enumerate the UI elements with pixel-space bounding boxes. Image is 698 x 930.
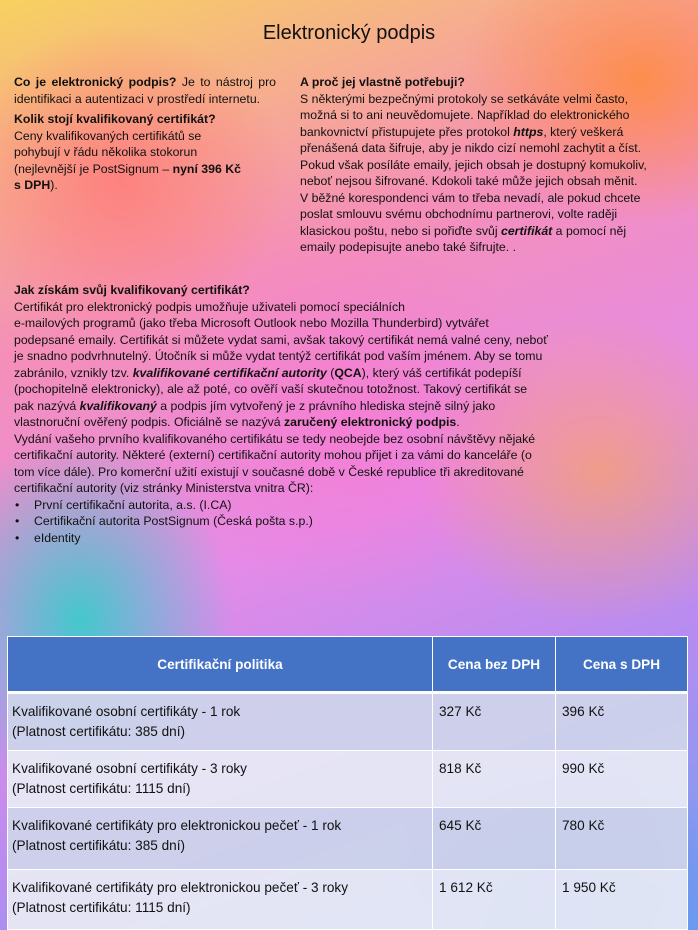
- how-line: [14, 398, 684, 415]
- why-text: a pomocí něj: [552, 223, 627, 238]
- net-price-cell: 327 Kč: [433, 693, 556, 751]
- how-text: pak nazývá: [14, 398, 80, 413]
- net-price-cell: 1 612 Kč: [433, 870, 556, 930]
- list-item: • Certifikační autorita PostSignum (Česká pošta s.p.): [14, 513, 684, 530]
- policy-name: Kvalifikované certifikáty pro elektronickou pečeť - 1 rok: [12, 818, 342, 833]
- certificate-emphasis: certifikát: [501, 223, 553, 238]
- table-row: [8, 751, 688, 808]
- gross-price-cell: 780 Kč: [556, 808, 688, 870]
- policy-name: Kvalifikované osobní certifikáty - 1 rok: [12, 704, 241, 719]
- how-line: Certifikát pro elektronický podpis umožňuje uživateli pomocí speciálních: [14, 299, 405, 314]
- why-line: [300, 124, 684, 141]
- how-line: e-mailových programů (jako třeba Microsoft Outlook nebo Mozilla Thunderbird) vytvářet: [14, 316, 489, 330]
- qca-abbr: QCA: [334, 365, 362, 380]
- why-line: Pokud však posíláte emaily, jejich obsah je dostupný komukoliv,: [300, 157, 647, 172]
- price-answer-text: (nejlevnější je PostSignum –: [14, 161, 173, 176]
- why-line: V běžné korespondenci vám to třeba nevadí, ale pokud chcete: [300, 190, 641, 205]
- table-row: [8, 693, 688, 751]
- how-text: ), který váš certifikát podepíší: [361, 365, 522, 380]
- why-line: možná si to ani neuvědomujete. Například do elektronického: [300, 108, 630, 122]
- authority-list: [14, 497, 684, 547]
- column-header-gross-price: Cena s DPH: [556, 637, 688, 693]
- gross-price-cell: 1 950 Kč: [556, 870, 688, 930]
- net-price-cell: 818 Kč: [433, 751, 556, 808]
- policy-cell: [8, 751, 433, 808]
- price-highlight: s DPH: [14, 178, 51, 192]
- price-answer-line: Ceny kvalifikovaných certifikátů se: [14, 128, 202, 143]
- why-text: klasickou poštu, nebo si pořiďte svůj: [300, 223, 501, 238]
- how-text: .: [456, 415, 460, 429]
- gross-price-cell: 396 Kč: [556, 693, 688, 751]
- price-answer-line: [14, 161, 276, 178]
- left-column: [14, 74, 276, 194]
- policy-cell: [8, 808, 433, 870]
- guaranteed-signature-term: zaručený elektronický podpis: [284, 415, 457, 429]
- how-line: je snadno podvrhnutelný. Útočník si může vydat tentýž certifikát pod vaším jménem. Aby se tomu: [14, 349, 543, 363]
- how-line: podepsané emaily. Certifikát si můžete vydat sami, avšak takový certifikát nemá valné ceny, neboť: [14, 332, 548, 347]
- what-is-answer: Je to nástroj pro identifikaci a autentizaci v prostředí internetu.: [14, 75, 276, 106]
- column-header-net-price: Cena bez DPH: [433, 637, 556, 693]
- why-line: [300, 223, 684, 240]
- list-item: • eIdentity: [14, 530, 684, 547]
- why-line: emaily podepisujte anebo také šifrujte. .: [300, 240, 517, 254]
- price-highlight: nyní 396 Kč: [172, 161, 241, 176]
- why-line: neboť nejsou šifrované. Kdokoli také může jejich obsah měnit.: [300, 174, 638, 188]
- policy-cell: [8, 693, 433, 751]
- why-question: A proč jej vlastně potřebuji?: [300, 75, 465, 89]
- how-text: vlastnoruční ověřený podpis. Oficiálně se nazývá: [14, 415, 284, 429]
- policy-validity: (Platnost certifikátu: 1115 dní): [12, 900, 191, 915]
- table-row: [8, 870, 688, 930]
- net-price-cell: 645 Kč: [433, 808, 556, 870]
- policy-validity: (Platnost certifikátu: 385 dní): [12, 724, 186, 739]
- price-answer-text: ).: [50, 178, 58, 192]
- how-line: [14, 365, 684, 382]
- qca-term: kvalifikované certifikační autority: [132, 365, 327, 380]
- policy-name: Kvalifikované certifikáty pro elektronickou pečeť - 3 roky: [12, 880, 349, 895]
- list-item: • První certifikační autorita, a.s. (I.CA): [14, 497, 684, 514]
- price-question: Kolik stojí kvalifikovaný certifikát?: [14, 112, 216, 126]
- why-line: přenášená data šifruje, aby je nikdo cizí nemohl zachytit a číst.: [300, 141, 642, 155]
- policy-cell: [8, 870, 433, 930]
- price-table: [7, 636, 688, 930]
- gross-price-cell: 990 Kč: [556, 751, 688, 808]
- page-title: Elektronický podpis: [262, 22, 436, 44]
- policy-name: Kvalifikované osobní certifikáty - 3 roky: [12, 761, 247, 776]
- price-answer-line: pohybují v řádu několika stokorun: [14, 145, 198, 159]
- price-answer-line: [14, 177, 276, 194]
- policy-validity: (Platnost certifikátu: 1115 dní): [12, 781, 191, 796]
- how-line: certifikační autority. Některé (externí) certifikační autority mohou přijet i za vámi do kanceláře (o: [14, 448, 532, 462]
- how-line: certifikační autority (viz stránky Ministerstva vnitra ČR):: [14, 481, 314, 495]
- main-section: [14, 282, 684, 546]
- https-emphasis: https: [513, 124, 544, 139]
- right-column: [300, 74, 684, 256]
- how-line: Vydání vašeho prvního kvalifikovaného certifikátu se tedy neobejde bez osobní návštěvy nějaké: [14, 431, 536, 446]
- how-text: zabránilo, vznikly tzv.: [14, 365, 133, 380]
- why-text: bankovnictví přistupujete přes protokol: [300, 124, 514, 139]
- how-question: Jak získám svůj kvalifikovaný certifikát?: [14, 283, 250, 297]
- why-line: S některými bezpečnými protokoly se setkáváte velmi často,: [300, 91, 629, 106]
- how-line: [14, 414, 684, 431]
- what-is-question: Co je elektronický podpis?: [14, 75, 177, 89]
- column-header-policy: Certifikační politika: [8, 637, 433, 693]
- how-line: (pochopitelně elektronicky), ale až poté, co ověří vaší skutečnou totožnost. Takový certifikát se: [14, 382, 528, 396]
- how-text: a podpis jím vytvořený je z právního hlediska stejně silný jako: [156, 398, 496, 413]
- table-header-row: [8, 637, 688, 693]
- qualified-term: kvalifikovaný: [79, 398, 157, 413]
- policy-validity: (Platnost certifikátu: 385 dní): [12, 838, 186, 853]
- why-line: poslat smlouvu svému obchodnímu partnerovi, volte raději: [300, 207, 618, 221]
- how-line: tom více dále). Pro komerční užití existují v současné době v České republice tři akreditované: [14, 464, 524, 479]
- table-row: [8, 808, 688, 870]
- what-is-paragraph: [14, 74, 276, 107]
- why-text: , který veškerá: [543, 124, 624, 139]
- how-text: (: [326, 365, 335, 380]
